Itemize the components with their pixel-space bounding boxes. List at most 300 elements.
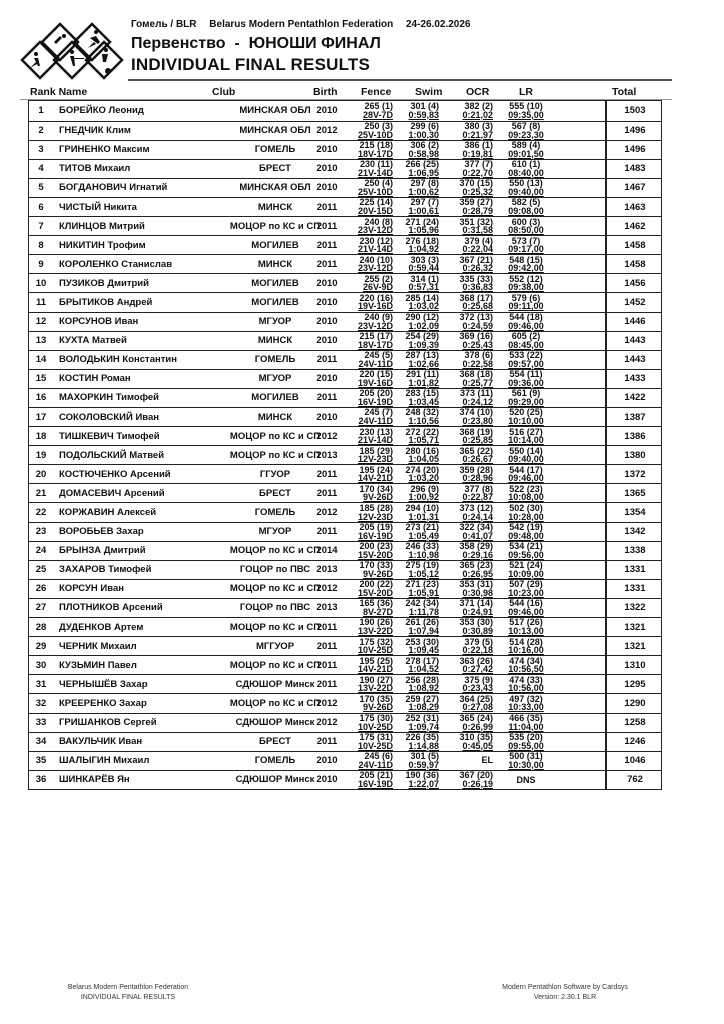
table-row	[29, 598, 661, 617]
club-cell: ГГУОР	[259, 468, 291, 480]
fence-points: 220 (16)	[359, 292, 393, 303]
footer-left	[48, 983, 208, 1003]
ocr-result: 0:21,02	[462, 109, 493, 120]
swim-cell	[397, 217, 439, 235]
ocr-cell	[449, 332, 493, 350]
lr-result: 10:10,00	[508, 416, 544, 427]
lr-result: 08:50,00	[508, 225, 544, 236]
swim-points: 287 (13)	[405, 350, 439, 361]
swim-cell	[397, 141, 439, 159]
lr-points: 534 (21)	[509, 541, 543, 552]
modern-pentathlon-logo-icon	[20, 20, 124, 84]
lr-cell	[503, 752, 549, 770]
birth-year-cell: 2011	[316, 468, 338, 480]
ocr-result: 0:28,96	[462, 473, 493, 484]
lr-result: 09:23,30	[508, 129, 544, 140]
swim-result: 1:22,07	[408, 778, 439, 789]
athlete-name: ЗАХАРОВ Тимофей	[59, 564, 152, 576]
footer-right	[490, 983, 640, 1003]
total-cell: 1433	[605, 370, 663, 388]
ocr-result: 0:45,05	[462, 740, 493, 751]
club-cell: МОЦОР по КС и СП	[229, 697, 321, 709]
lr-cell	[503, 141, 549, 159]
birth-year-cell: 2011	[316, 392, 338, 404]
ocr-result: 0:29,16	[462, 549, 493, 560]
lr-result: 09:35,00	[508, 109, 544, 120]
ocr-cell	[449, 523, 493, 541]
ocr-result: 0:22,18	[462, 645, 493, 656]
lr-points: 544 (17)	[509, 464, 543, 475]
rank-cell: 34	[35, 736, 47, 748]
rank-cell: 15	[35, 373, 47, 385]
ocr-points: 310 (35)	[459, 732, 493, 743]
fence-points: 190 (27)	[359, 674, 393, 685]
lr-points: 497 (32)	[509, 693, 543, 704]
swim-result: 1:05,12	[408, 568, 439, 579]
column-header-rank-name: Rank Name	[30, 86, 88, 98]
lr-cell	[503, 101, 549, 121]
ocr-points: 322 (34)	[459, 522, 493, 533]
fence-result: 24V-11D	[358, 358, 393, 369]
table-row	[29, 502, 661, 521]
table-row	[29, 388, 661, 407]
swim-points: 261 (26)	[405, 617, 439, 628]
athlete-name: ДОМАСЕВИЧ Арсений	[59, 487, 165, 499]
lr-result: 10:16,00	[508, 645, 544, 656]
ocr-result: 0:30,89	[462, 626, 493, 637]
athlete-name: КЛИНЦОВ Митрий	[59, 220, 145, 232]
total-cell: 1467	[605, 179, 663, 197]
total-cell: 1387	[605, 408, 663, 426]
birth-year-cell: 2012	[316, 507, 338, 519]
athlete-name: МАХОРКИН Тимофей	[59, 392, 160, 404]
rank-cell: 36	[35, 774, 47, 786]
lr-points: 610 (1)	[511, 159, 541, 170]
fence-points: 225 (14)	[359, 197, 393, 208]
ocr-points: 374 (10)	[459, 407, 493, 418]
lr-points: 542 (19)	[509, 522, 543, 533]
lr-cell	[503, 313, 549, 331]
lr-result: 10:13,00	[508, 626, 544, 637]
lr-result: 10:56,00	[508, 683, 544, 694]
total-cell: 1443	[605, 351, 663, 369]
swim-result: 0:59,83	[408, 109, 439, 120]
fence-points: 215 (17)	[359, 331, 393, 342]
swim-cell	[397, 179, 439, 197]
ocr-cell	[449, 714, 493, 732]
total-cell: 1321	[605, 618, 663, 636]
ocr-points: 367 (21)	[459, 254, 493, 265]
fence-cell	[351, 675, 393, 693]
ocr-result: 0:30,98	[462, 587, 493, 598]
fence-points: 230 (13)	[359, 426, 393, 437]
column-header-swim: Swim	[415, 86, 443, 98]
swim-result: 1:05,91	[408, 587, 439, 598]
ocr-points: 375 (9)	[464, 674, 493, 685]
total-cell: 1246	[605, 733, 663, 751]
ocr-result: 0:27,42	[462, 664, 493, 675]
club-cell: СДЮШОР Минск	[235, 678, 315, 690]
athlete-name: КОРОЛЕНКО Станислав	[59, 258, 173, 270]
lr-result: 09:08,00	[508, 206, 544, 217]
swim-points: 301 (4)	[410, 101, 439, 112]
rank-cell: 6	[38, 201, 44, 213]
lr-result: 09:40,00	[508, 186, 544, 197]
lr-points: 600 (3)	[511, 216, 541, 227]
ocr-cell	[449, 179, 493, 197]
ocr-cell	[449, 752, 493, 770]
fence-cell	[351, 101, 393, 121]
lr-result: 10:23,00	[508, 587, 544, 598]
athlete-name: КОРСУН Иван	[59, 583, 124, 595]
total-cell: 1290	[605, 694, 663, 712]
total-cell: 1295	[605, 675, 663, 693]
fence-result: 19V-16D	[357, 301, 393, 312]
rank-cell: 17	[35, 411, 47, 423]
fence-points: 195 (24)	[359, 464, 393, 475]
table-row	[29, 560, 661, 579]
swim-points: 248 (32)	[405, 407, 439, 418]
lr-cell	[503, 370, 549, 388]
fence-points: 205 (20)	[359, 388, 393, 399]
club-cell: МОЦОР по КС и СП	[229, 621, 321, 633]
column-header-lr: LR	[519, 86, 533, 98]
ocr-result: 0:21,97	[462, 129, 493, 140]
birth-year-cell: 2014	[316, 545, 338, 557]
fence-cell	[351, 255, 393, 273]
lr-cell	[503, 733, 549, 751]
table-row	[29, 159, 661, 178]
rank-cell: 21	[35, 487, 47, 499]
ocr-cell	[449, 484, 493, 502]
fence-result: 25V-10D	[357, 186, 393, 197]
column-header-fence: Fence	[361, 86, 392, 98]
swim-cell	[397, 714, 439, 732]
ocr-points: 364 (25)	[459, 693, 493, 704]
lr-points: 548 (15)	[509, 254, 543, 265]
lr-points: 550 (14)	[509, 445, 543, 456]
lr-points: 555 (10)	[509, 101, 543, 112]
swim-points: 274 (20)	[405, 464, 439, 475]
ocr-cell	[449, 198, 493, 216]
table-row	[29, 273, 661, 292]
fence-result: 10V-25D	[357, 721, 393, 732]
fence-result: 16V-19D	[357, 530, 393, 541]
lr-points: 605 (2)	[511, 331, 541, 342]
fence-cell	[351, 408, 393, 426]
fence-points: 245 (5)	[364, 350, 393, 361]
table-row	[29, 178, 661, 197]
ocr-result: 0:36,83	[462, 282, 493, 293]
lr-points: DNS	[516, 774, 536, 785]
total-cell: 1338	[605, 542, 663, 560]
fence-cell	[351, 580, 393, 598]
lr-cell	[503, 427, 549, 445]
swim-points: 256 (28)	[405, 674, 439, 685]
lr-cell	[503, 274, 549, 292]
lr-result: 09:56,00	[508, 549, 544, 560]
swim-cell	[397, 236, 439, 254]
swim-result: 1:01,31	[408, 511, 439, 522]
fence-points: 165 (36)	[359, 598, 393, 609]
lr-result: 09:55,00	[508, 740, 544, 751]
lr-result: 10:14,00	[508, 435, 544, 446]
lr-result: 09:40,00	[508, 454, 544, 465]
swim-points: 190 (36)	[405, 770, 439, 781]
club-cell: СДЮШОР Минск	[235, 717, 315, 729]
ocr-cell	[449, 389, 493, 407]
ocr-result: 0:25,32	[462, 186, 493, 197]
lr-points: 521 (24)	[509, 560, 543, 571]
lr-cell	[503, 599, 549, 617]
lr-cell	[503, 714, 549, 732]
fence-result: 26V-9D	[362, 282, 393, 293]
ocr-points: 365 (22)	[459, 445, 493, 456]
fence-cell	[351, 370, 393, 388]
table-row	[29, 693, 661, 712]
lr-cell	[503, 389, 549, 407]
birth-year-cell: 2012	[316, 125, 338, 137]
swim-cell	[397, 580, 439, 598]
ocr-points: 377 (7)	[464, 159, 493, 170]
fence-cell	[351, 733, 393, 751]
birth-year-cell: 2012	[316, 717, 338, 729]
swim-result: 1:03,20	[408, 473, 439, 484]
lr-cell	[503, 217, 549, 235]
fence-cell	[351, 389, 393, 407]
ocr-cell	[449, 427, 493, 445]
lr-result: 10:28,00	[508, 511, 544, 522]
ocr-points: 367 (20)	[459, 770, 493, 781]
ocr-points: 363 (26)	[459, 655, 493, 666]
ocr-result: 0:25,77	[462, 377, 493, 388]
birth-year-cell: 2010	[316, 335, 338, 347]
fence-result: 24V-11D	[358, 416, 393, 427]
athlete-name: ВОЛОДЬКИН Константин	[59, 354, 177, 366]
fence-cell	[351, 122, 393, 140]
athlete-name: ГНЕДЧИК Клим	[59, 125, 131, 137]
ocr-result: 0:28,79	[462, 206, 493, 217]
rank-cell: 2	[38, 125, 44, 137]
birth-year-cell: 2010	[316, 296, 338, 308]
lr-result: 10:56,50	[508, 664, 544, 675]
footer-software: Modern Pentathlon Software by Cardsys	[502, 984, 628, 991]
fence-points: 175 (30)	[359, 712, 393, 723]
birth-year-cell: 2012	[316, 583, 338, 595]
lr-cell	[503, 465, 549, 483]
table-row	[29, 254, 661, 273]
rank-cell: 12	[35, 316, 47, 328]
table-row	[29, 751, 661, 770]
ocr-result: 0:24,59	[462, 320, 493, 331]
ocr-points: 379 (5)	[464, 636, 493, 647]
lr-points: 579 (6)	[511, 292, 541, 303]
table-row	[29, 522, 661, 541]
ocr-cell	[449, 561, 493, 579]
lr-result: 10:08,00	[508, 492, 544, 503]
club-cell: МИНСКАЯ ОБЛ	[239, 125, 311, 137]
ocr-result: 0:22,04	[462, 244, 493, 255]
rank-cell: 14	[35, 354, 47, 366]
table-row	[29, 445, 661, 464]
lr-cell	[503, 580, 549, 598]
ocr-result: 0:22,58	[462, 358, 493, 369]
ocr-points: 368 (17)	[459, 292, 493, 303]
lr-result: 09:46,00	[508, 320, 544, 331]
lr-points: 474 (33)	[509, 674, 543, 685]
athlete-name: БОРЕЙКО Леонид	[59, 105, 144, 117]
lr-cell	[503, 122, 549, 140]
swim-result: 1:04,05	[408, 454, 439, 465]
ocr-points: 373 (12)	[459, 502, 493, 513]
ocr-result: 0:19,81	[462, 148, 493, 159]
table-row	[29, 101, 661, 121]
ocr-points: 373 (11)	[459, 388, 493, 399]
ocr-cell	[449, 255, 493, 273]
swim-cell	[397, 599, 439, 617]
swim-cell	[397, 122, 439, 140]
event-location: Гомель / BLR	[131, 19, 197, 30]
swim-points: 297 (8)	[410, 178, 439, 189]
club-cell: МГУОР	[258, 373, 292, 385]
lr-cell	[503, 236, 549, 254]
table-row	[29, 579, 661, 598]
swim-result: 1:00,30	[408, 129, 439, 140]
ocr-points: 335 (33)	[459, 273, 493, 284]
ocr-result: 0:25,85	[462, 435, 493, 446]
lr-points: 573 (7)	[511, 235, 541, 246]
swim-result: 1:04,92	[408, 244, 439, 255]
swim-points: 283 (15)	[405, 388, 439, 399]
club-cell: МГУОР	[258, 526, 292, 538]
rank-cell: 7	[38, 220, 44, 232]
fence-result: 14V-21D	[357, 473, 393, 484]
birth-year-cell: 2011	[316, 526, 338, 538]
rank-cell: 31	[35, 678, 47, 690]
lr-points: 552 (12)	[509, 273, 543, 284]
swim-result: 1:01,82	[408, 377, 439, 388]
club-cell: МОЦОР по КС и СП	[229, 220, 321, 232]
athlete-name: БОГДАНОВИЧ Игнатий	[59, 182, 168, 194]
birth-year-cell: 2011	[316, 640, 338, 652]
column-header-birth: Birth	[313, 86, 338, 98]
birth-year-cell: 2011	[316, 201, 338, 213]
ocr-points: 382 (2)	[464, 101, 493, 112]
ocr-result: 0:26,95	[462, 568, 493, 579]
total-cell: 1496	[605, 141, 663, 159]
lr-points: 520 (25)	[509, 407, 543, 418]
ocr-points: 380 (3)	[464, 121, 493, 132]
ocr-points: 353 (30)	[459, 617, 493, 628]
swim-cell	[397, 446, 439, 464]
swim-result: 1:05,71	[408, 435, 439, 446]
swim-cell	[397, 484, 439, 502]
ocr-result: 0:26,99	[462, 721, 493, 732]
fence-points: 245 (6)	[364, 751, 393, 762]
fence-points: 250 (4)	[364, 178, 393, 189]
birth-year-cell: 2013	[316, 449, 338, 461]
club-cell: ГОМЕЛЬ	[254, 755, 296, 767]
table-row	[29, 407, 661, 426]
fence-points: 240 (9)	[364, 311, 393, 322]
club-cell: БРЕСТ	[259, 736, 291, 748]
swim-points: 314 (1)	[410, 273, 439, 284]
fence-cell	[351, 637, 393, 655]
fence-result: 9V-26D	[362, 702, 393, 713]
swim-result: 1:08,92	[408, 683, 439, 694]
ocr-result: 0:41,07	[462, 530, 493, 541]
lr-points: 474 (34)	[509, 655, 543, 666]
club-cell: МОЦОР по КС и СП	[229, 449, 321, 461]
swim-cell	[397, 332, 439, 350]
fence-points: 230 (12)	[359, 235, 393, 246]
fence-points: 220 (15)	[359, 369, 393, 380]
swim-cell	[397, 733, 439, 751]
swim-points: 254 (29)	[405, 331, 439, 342]
fence-result: 8V-27D	[362, 606, 393, 617]
athlete-name: ВОРОБЬЕВ Захар	[59, 526, 144, 538]
lr-result: 10:33,00	[508, 702, 544, 713]
ocr-cell	[449, 599, 493, 617]
rank-cell: 22	[35, 507, 47, 519]
column-header-total: Total	[612, 86, 637, 98]
swim-points: 252 (31)	[405, 712, 439, 723]
lr-cell	[503, 618, 549, 636]
swim-result: 1:09,74	[408, 721, 439, 732]
lr-points: 554 (11)	[509, 369, 543, 380]
fence-cell	[351, 427, 393, 445]
rank-cell: 18	[35, 430, 47, 442]
fence-result: 18V-17D	[357, 148, 393, 159]
fence-result: 25V-10D	[357, 129, 393, 140]
total-cell: 1503	[605, 101, 663, 121]
ocr-points: 368 (19)	[459, 426, 493, 437]
total-cell: 1496	[605, 122, 663, 140]
swim-points: 275 (19)	[405, 560, 439, 571]
birth-year-cell: 2011	[316, 659, 338, 671]
club-cell: МОГИЛЕВ	[251, 239, 299, 251]
total-cell: 1342	[605, 523, 663, 541]
athlete-name: ТИТОВ Михаил	[59, 163, 131, 175]
fence-result: 23V-12D	[357, 225, 393, 236]
club-cell: ГОМЕЛЬ	[254, 354, 296, 366]
birth-year-cell: 2013	[316, 564, 338, 576]
fence-cell	[351, 503, 393, 521]
swim-cell	[397, 274, 439, 292]
ocr-cell	[449, 236, 493, 254]
lr-points: 507 (29)	[509, 579, 543, 590]
fence-result: 21V-14D	[357, 435, 393, 446]
ocr-points: 359 (28)	[459, 464, 493, 475]
swim-result: 1:00,92	[408, 492, 439, 503]
club-cell: МИНСКАЯ ОБЛ	[239, 105, 311, 117]
lr-result: 09:46,00	[508, 606, 544, 617]
swim-points: 303 (3)	[410, 254, 439, 265]
athlete-name: БРЫНЗА Дмитрий	[59, 545, 146, 557]
ocr-cell	[449, 771, 493, 789]
event-meta	[131, 19, 481, 30]
fence-cell	[351, 752, 393, 770]
swim-cell	[397, 255, 439, 273]
ocr-cell	[449, 618, 493, 636]
ocr-result: 0:26,32	[462, 263, 493, 274]
lr-points: 567 (8)	[511, 121, 541, 132]
fence-points: 230 (11)	[359, 159, 393, 170]
rank-cell: 33	[35, 717, 47, 729]
lr-points: 535 (20)	[509, 732, 543, 743]
swim-cell	[397, 561, 439, 579]
athlete-name: КУХТА Матвей	[59, 335, 127, 347]
